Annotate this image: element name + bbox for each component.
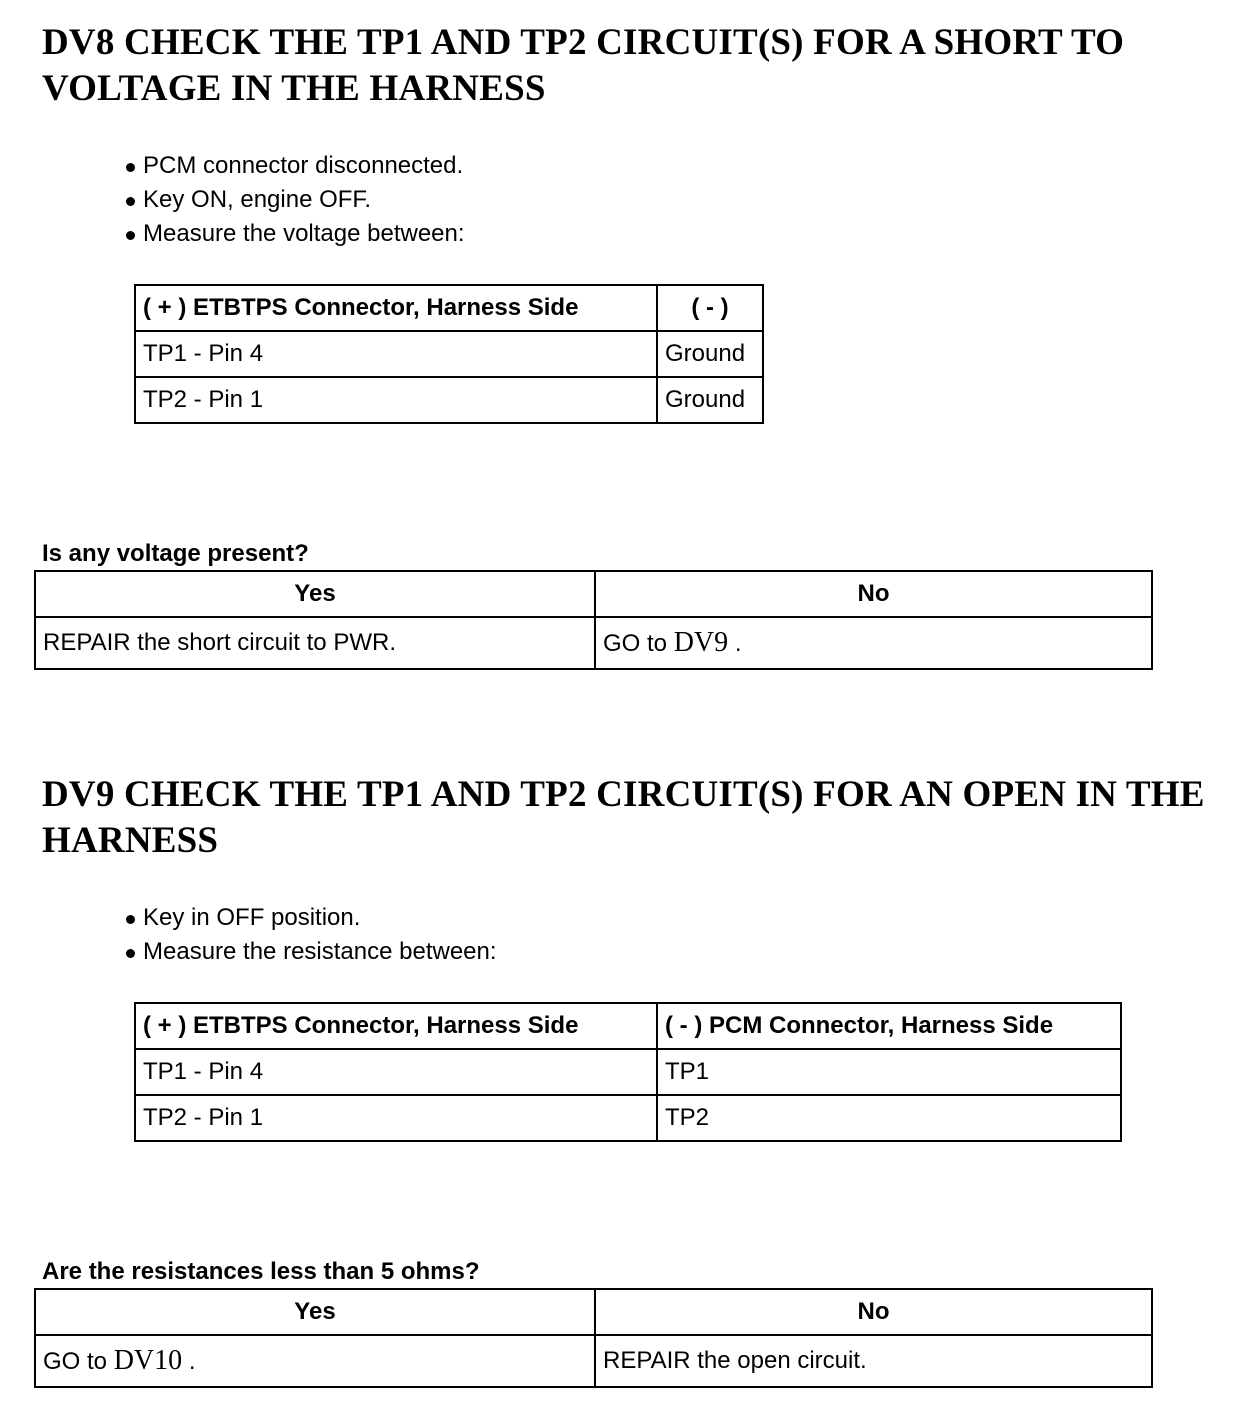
table-row (135, 1049, 1121, 1095)
table-cell: Ground (657, 377, 763, 423)
table-row (35, 617, 1152, 669)
bullet-icon (126, 197, 135, 206)
list-item (124, 183, 465, 217)
action-prefix: GO to (43, 1348, 108, 1375)
dv9-result-table (34, 1288, 1153, 1388)
column-header: ( + ) ETBTPS Connector, Harness Side (135, 285, 657, 331)
table-cell: TP1 - Pin 4 (135, 331, 657, 377)
column-header: ( - ) (657, 285, 763, 331)
instruction-text: PCM connector disconnected. (143, 152, 464, 179)
table-row (135, 1095, 1121, 1141)
table-cell: TP2 - Pin 1 (135, 1095, 657, 1141)
bullet-icon (126, 163, 135, 172)
column-header: ( + ) ETBTPS Connector, Harness Side (135, 1003, 657, 1049)
instruction-text: Measure the resistance between: (143, 938, 497, 965)
dv9-instructions (124, 901, 497, 969)
bullet-icon (126, 231, 135, 240)
table-cell: TP1 (657, 1049, 1121, 1095)
dv10-link[interactable]: DV10 (113, 1345, 183, 1376)
dv9-measure-table (134, 1002, 1122, 1142)
list-item (124, 217, 465, 251)
no-action (595, 617, 1152, 669)
table-row (35, 1335, 1152, 1387)
table-header-row (35, 1289, 1152, 1335)
yes-action: REPAIR the short circuit to PWR. (35, 617, 595, 669)
dv8-instructions (124, 149, 465, 251)
table-cell: TP1 - Pin 4 (135, 1049, 657, 1095)
list-item (124, 149, 465, 183)
no-header: No (595, 1289, 1152, 1335)
table-cell: TP2 - Pin 1 (135, 377, 657, 423)
dv9-heading: DV9 CHECK THE TP1 AND TP2 CIRCUIT(S) FOR AN OPEN IN THE HARNESS (42, 774, 1205, 861)
table-row (135, 377, 763, 423)
instruction-text: Key in OFF position. (143, 904, 361, 931)
table-cell: TP2 (657, 1095, 1121, 1141)
table-row (135, 331, 763, 377)
yes-header: Yes (35, 1289, 595, 1335)
list-item (124, 901, 497, 935)
instruction-text: Key ON, engine OFF. (143, 186, 372, 213)
dv9-link[interactable]: DV9 (673, 627, 729, 658)
dv9-question: Are the resistances less than 5 ohms? (42, 1258, 480, 1285)
dv8-measure-table (134, 284, 764, 424)
bullet-icon (126, 949, 135, 958)
instruction-text: Measure the voltage between: (143, 220, 465, 247)
dv8-question: Is any voltage present? (42, 540, 309, 567)
action-prefix: GO to (603, 630, 668, 657)
no-header: No (595, 571, 1152, 617)
no-action: REPAIR the open circuit. (595, 1335, 1152, 1387)
action-suffix: . (188, 1348, 196, 1375)
column-header: ( - ) PCM Connector, Harness Side (657, 1003, 1121, 1049)
table-header-row (35, 571, 1152, 617)
dv8-heading: DV8 CHECK THE TP1 AND TP2 CIRCUIT(S) FOR A SHORT TO VOLTAGE IN THE HARNESS (42, 22, 1125, 109)
action-suffix: . (734, 630, 742, 657)
yes-header: Yes (35, 571, 595, 617)
bullet-icon (126, 915, 135, 924)
yes-action (35, 1335, 595, 1387)
dv8-result-table (34, 570, 1153, 670)
table-cell: Ground (657, 331, 763, 377)
table-header-row (135, 1003, 1121, 1049)
table-header-row (135, 285, 763, 331)
list-item (124, 935, 497, 969)
